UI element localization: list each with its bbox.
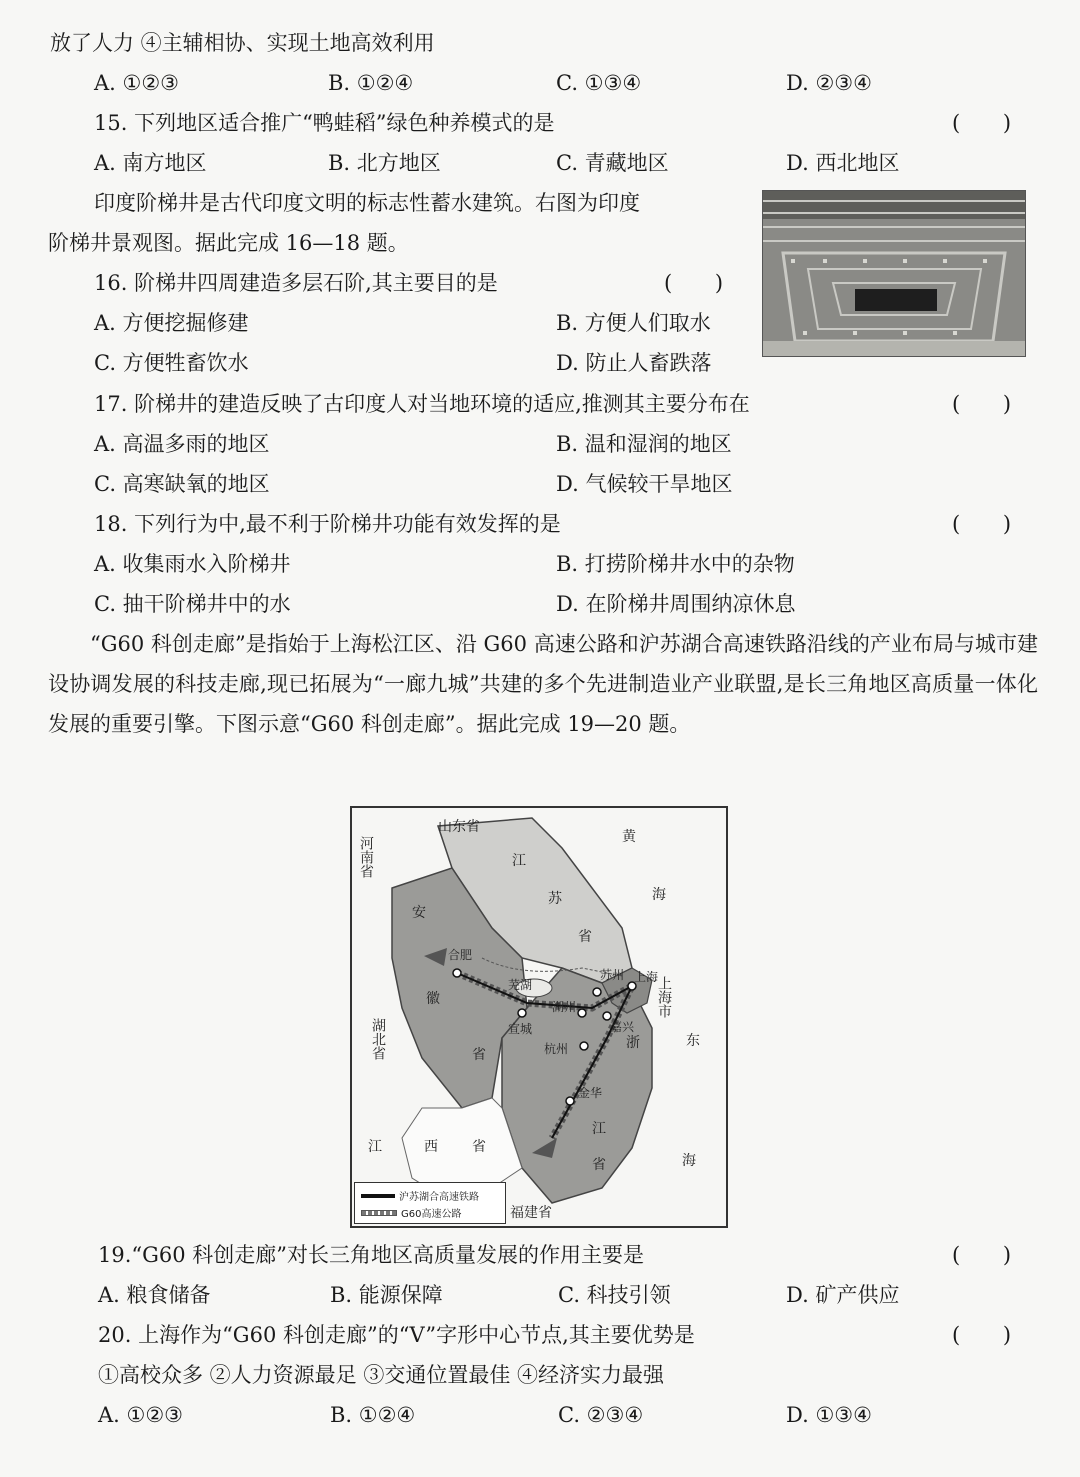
- q19-option-d[interactable]: D. 矿产供应: [786, 1283, 900, 1307]
- q19-option-c[interactable]: C. 科技引领: [558, 1283, 671, 1307]
- q17-stem: 17. 阶梯井的建造反映了古印度人对当地环境的适应,推测其主要分布在: [94, 392, 750, 416]
- intro-16-line1: 印度阶梯井是古代印度文明的标志性蓄水建筑。右图为印度: [94, 191, 640, 215]
- map-label-fujian: 福建省: [510, 1205, 552, 1221]
- q18-option-d[interactable]: D. 在阶梯井周围纳凉休息: [556, 592, 796, 616]
- q16-option-b[interactable]: B. 方便人们取水: [556, 311, 711, 335]
- map-label-anhui-3: 省: [472, 1047, 486, 1063]
- map-city-shanghai: 上海: [634, 970, 659, 984]
- map-city-jinhua: 金华: [578, 1086, 603, 1100]
- legend-road-label: G60高速公路: [401, 1209, 462, 1220]
- q14-option-c[interactable]: C. ①③④: [556, 71, 642, 95]
- map-label-jiangsu-3: 省: [578, 929, 592, 945]
- q19-option-a[interactable]: A. 粮食储备: [98, 1283, 211, 1307]
- q17-option-b[interactable]: B. 温和湿润的地区: [556, 432, 732, 456]
- q20-stem: 20. 上海作为“G60 科创走廊”的“V”字形中心节点,其主要优势是: [98, 1323, 695, 1347]
- map-label-hai: 海: [652, 887, 666, 903]
- q16-option-c[interactable]: C. 方便牲畜饮水: [94, 351, 249, 375]
- q20-answer-paren[interactable]: ( ): [952, 1323, 1030, 1347]
- q20-option-b[interactable]: B. ①②④: [330, 1403, 416, 1427]
- map-label-anhui-2: 徽: [426, 991, 440, 1007]
- q15-answer-paren[interactable]: ( ): [952, 111, 1030, 135]
- q20-option-a[interactable]: A. ①②③: [98, 1403, 183, 1427]
- q15-option-b[interactable]: B. 北方地区: [328, 151, 441, 175]
- map-label-jiangxi-3: 省: [472, 1139, 486, 1155]
- q18-option-b[interactable]: B. 打捞阶梯井水中的杂物: [556, 552, 795, 576]
- map-label-huang: 黄: [622, 829, 636, 845]
- map-label-jiangsu-2: 苏: [548, 891, 562, 907]
- map-legend: [354, 1182, 506, 1224]
- q18-option-c[interactable]: C. 抽干阶梯井中的水: [94, 592, 291, 616]
- g60-corridor-map: [350, 806, 728, 1228]
- map-label-zhejiang-1: 浙: [626, 1035, 640, 1051]
- q16-option-a[interactable]: A. 方便挖掘修建: [94, 311, 249, 335]
- q16-option-d[interactable]: D. 防止人畜跌落: [556, 351, 712, 375]
- map-city-hefei: 合肥: [448, 948, 473, 962]
- q20-items: ①高校众多 ②人力资源最足 ③交通位置最佳 ④经济实力最强: [98, 1363, 665, 1387]
- q14-option-d[interactable]: D. ②③④: [786, 71, 872, 95]
- q20-option-d[interactable]: D. ①③④: [786, 1403, 872, 1427]
- q16-stem: 16. 阶梯井四周建造多层石阶,其主要目的是: [94, 271, 498, 295]
- q17-option-c[interactable]: C. 高寒缺氧的地区: [94, 472, 270, 496]
- q18-stem: 18. 下列行为中,最不利于阶梯井功能有效发挥的是: [94, 512, 561, 536]
- q16-answer-paren[interactable]: ( ): [664, 271, 742, 295]
- q19-stem: 19.“G60 科创走廊”对长三角地区高质量发展的作用主要是: [98, 1243, 645, 1267]
- stepwell-photo: [762, 190, 1026, 357]
- q15-option-d[interactable]: D. 西北地区: [786, 151, 900, 175]
- map-label-henan: 河南省: [358, 836, 374, 878]
- q19-answer-paren[interactable]: ( ): [952, 1243, 1030, 1267]
- legend-rail-swatch: [361, 1194, 395, 1198]
- q14-option-b[interactable]: B. ①②④: [328, 71, 414, 95]
- legend-road-swatch: [361, 1210, 397, 1216]
- q15-option-c[interactable]: C. 青藏地区: [556, 151, 669, 175]
- q15-option-a[interactable]: A. 南方地区: [94, 151, 207, 175]
- map-label-dong: 东: [686, 1033, 700, 1049]
- stepwell-illustration: [763, 191, 1025, 356]
- q14-option-a[interactable]: A. ①②③: [94, 71, 179, 95]
- q19-option-b[interactable]: B. 能源保障: [330, 1283, 443, 1307]
- q14-continuation: 放了人力 ④主辅相协、实现土地高效利用: [50, 31, 435, 55]
- map-city-huzhou: 湖州: [552, 1000, 577, 1014]
- q17-answer-paren[interactable]: ( ): [952, 392, 1030, 416]
- map-label-zhejiang-2: 江: [592, 1121, 606, 1137]
- map-label-jiangsu-1: 江: [512, 853, 526, 869]
- map-label-jiangxi-2: 西: [424, 1139, 438, 1155]
- map-city-suzhou: 苏州: [600, 968, 625, 982]
- intro-16-line2: 阶梯井景观图。据此完成 16—18 题。: [48, 231, 409, 255]
- map-label-shanghai-municipality: 上海市: [656, 976, 672, 1018]
- map-label-anhui-1: 安: [412, 905, 426, 921]
- map-label-zhejiang-3: 省: [592, 1157, 606, 1173]
- intro-19-paragraph: “G60 科创走廊”是指始于上海松江区、沿 G60 高速公路和沪苏湖合高速铁路沿线的产业布局与城市建设协调发展的科技走廊,现已拓展为“一廊九城”共建的多个先进制造业产业联盟,是长三角地区高质量一体化发展的重要引擎。下图示意“G60 科创走廊”。据此完成 19—20 题。: [48, 632, 1038, 736]
- map-city-wuhu: 芜湖: [508, 978, 533, 992]
- q18-answer-paren[interactable]: ( ): [952, 512, 1030, 536]
- map-label-hai-east: 海: [682, 1153, 696, 1169]
- map-label-hubei: 湖北省: [370, 1018, 386, 1060]
- map-city-xuancheng: 宣城: [508, 1022, 533, 1036]
- q20-option-c[interactable]: C. ②③④: [558, 1403, 644, 1427]
- map-city-jiaxing: 嘉兴: [610, 1020, 635, 1034]
- q18-option-a[interactable]: A. 收集雨水入阶梯井: [94, 552, 291, 576]
- q17-option-d[interactable]: D. 气候较干旱地区: [556, 472, 733, 496]
- q17-option-a[interactable]: A. 高温多雨的地区: [94, 432, 270, 456]
- legend-rail-label: 沪苏湖合高速铁路: [399, 1192, 479, 1203]
- map-label-shandong: 山东省: [438, 819, 480, 835]
- map-label-jiangxi-1: 江: [368, 1139, 382, 1155]
- map-city-hangzhou: 杭州: [544, 1042, 569, 1056]
- q15-stem: 15. 下列地区适合推广“鸭蛙稻”绿色种养模式的是: [94, 111, 555, 135]
